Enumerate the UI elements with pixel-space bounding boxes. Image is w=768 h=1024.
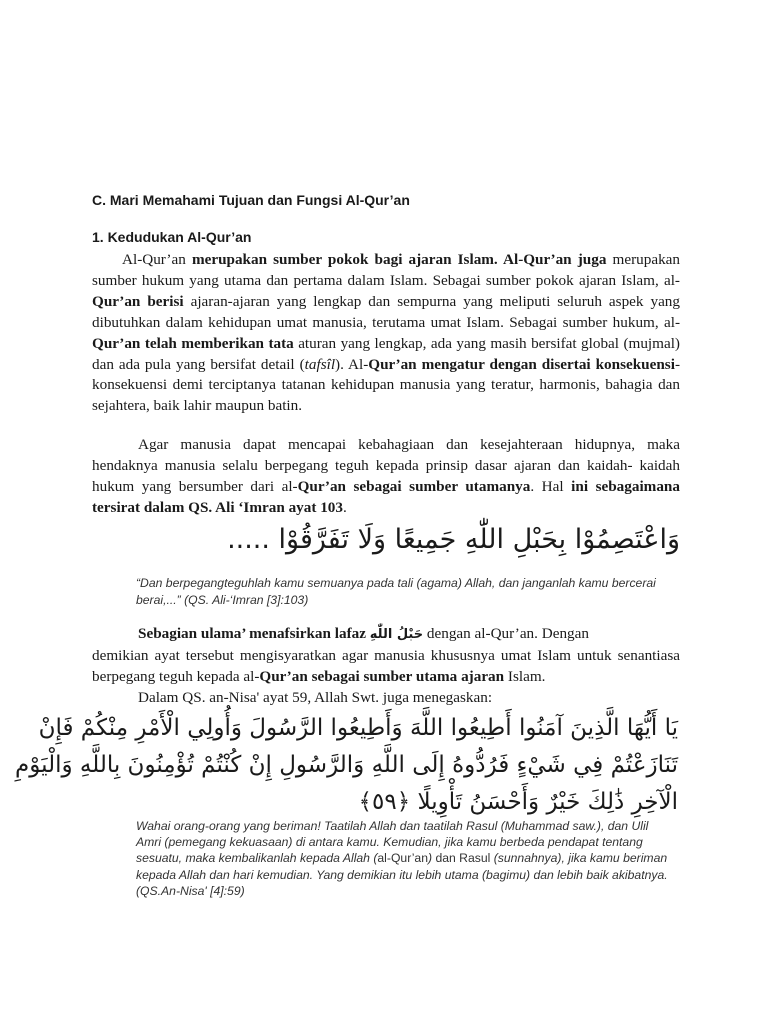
paragraph-body	[92, 646, 680, 688]
arabic-lafaz: حَبْلُ اللّٰهِ	[369, 627, 424, 642]
text-run: Wahai orang-orang yang beriman! Taatilah Allah dan taatilah Rasul (Muhammad saw.), dan Ulil Amri (pemegang kekuasaan) di antara kamu. Kemudian, jika kamu berbeda pendapat tentang sesuatu, maka kembalikanlah kepada Allah (	[136, 819, 649, 866]
paragraph-first-line	[92, 624, 680, 646]
arabic-verse-ali-imran-103: وَاعْتَصِمُوْا بِحَبْلِ اللّٰهِ جَمِيعًا وَلَا تَفَرَّقُوْا .....	[227, 524, 680, 555]
text-run: aturan yang lengkap, ada yang masih bersifat global (mujmal) dan ada pula yang bersifat detail (	[92, 334, 680, 373]
arabic-verse-an-nisa-59	[15, 710, 678, 821]
text-run: )	[427, 851, 436, 866]
text-run: al-Qur’an	[377, 851, 428, 866]
bold-run: Qur’an sebagai sumber utamanya	[297, 477, 531, 495]
text-run: Al-Qur’an	[122, 251, 192, 268]
text-run: ajaran-ajaran yang lengkap dan sempurna yang meliputi seluruh aspek yang dibutuhkan dalam kehidupan umat manusia, terutama umat Islam. Sebagai sumber hukum, al-	[92, 292, 680, 331]
text-run: (sunnahnya), jika kamu beriman kepada Allah dan hari kemudian. Yang demikian itu lebih utama (bagimu) dan lebih baik akibatnya. (QS.An-Nisa' [4]:59)	[136, 851, 668, 898]
bold-run: Qur’an sebagai sumber utama ajaran	[259, 667, 505, 685]
paragraph-kedudukan	[92, 250, 680, 417]
translation-an-nisa-59	[136, 818, 676, 899]
paragraph-intro-line: Dalam QS. an-Nisa' ayat 59, Allah Swt. juga menegaskan:	[138, 688, 493, 706]
text-run: Agar manusia dapat mencapai kebahagiaan dan kesejahteraan hidupnya, maka hendaknya manusia selalu berpegang teguh kepada prinsip dasar ajaran dan kaidah- kaidah hukum yang bersumber dari al-	[92, 436, 680, 495]
bold-run: Qur’an berisi	[92, 292, 184, 310]
text-run: -konsekuensi demi terciptanya tatanan kehidupan manusia yang teratur, harmonis, bahagia dan sejahtera, baik lahir maupun batin.	[92, 355, 680, 415]
translation-ali-imran-103: “Dan berpegangteguhlah kamu semuanya pada tali (agama) Allah, dan janganlah kamu bercerai berai,...” (QS. Ali-‘Imran [3]:103)	[136, 576, 656, 607]
text-run: .	[343, 498, 347, 516]
arabic-line: يَا أَيُّهَا الَّذِينَ آمَنُوا أَطِيعُوا اللَّهَ وَأَطِيعُوا الرَّسُولَ وَأُولِي الْأَمْرِ مِنْكُمْ فَإِنْ	[38, 715, 678, 741]
text-run: ). Al-	[335, 355, 369, 373]
text-run: . Hal	[530, 477, 572, 495]
arabic-line: تَنَازَعْتُمْ فِي شَيْءٍ فَرُدُّوهُ إِلَى اللَّهِ وَالرَّسُولِ إِنْ كُنْتُمْ تُؤْمِنُونَ بِاللَّهِ وَالْيَوْمِ	[15, 752, 678, 778]
text-run: dan Rasul	[435, 851, 491, 866]
text-run: merupakan sumber hukum yang utama dan pertama dalam Islam. Sebagai sumber pokok ajaran Islam, al-	[92, 251, 680, 289]
text-run: dengan al-Qur’an. Dengan	[423, 625, 589, 642]
bold-run: ini sebagaimana tersirat dalam QS. Ali ‘Imran ayat 103	[92, 477, 680, 516]
sub-heading: 1. Kedudukan Al-Qur’an	[92, 229, 252, 245]
paragraph-berpegang-teguh	[92, 435, 680, 519]
italic-term: tafsîl	[304, 355, 336, 373]
bold-run: Qur’an mengatur dengan disertai konsekuensi	[368, 355, 675, 373]
text-run: demikian ayat tersebut mengisyaratkan agar manusia khususnya umat Islam untuk senantiasa berpegang teguh kepada al-	[92, 646, 680, 685]
section-heading: C. Mari Memahami Tujuan dan Fungsi Al-Qur’an	[92, 192, 410, 208]
text-run: Islam.	[504, 667, 546, 685]
bold-run: merupakan sumber pokok bagi ajaran Islam. Al-Qur’an juga	[191, 251, 607, 268]
paragraph-tafsir-hablullah	[92, 624, 680, 709]
bold-run: Sebagian ulama’ menafsirkan lafaz	[138, 625, 370, 642]
arabic-line: الْآخِرِ ذَٰلِكَ خَيْرٌ وَأَحْسَنُ تَأْوِيلًا ﴿٥٩﴾	[358, 789, 678, 815]
bold-run: Qur’an telah memberikan tata	[92, 334, 294, 352]
